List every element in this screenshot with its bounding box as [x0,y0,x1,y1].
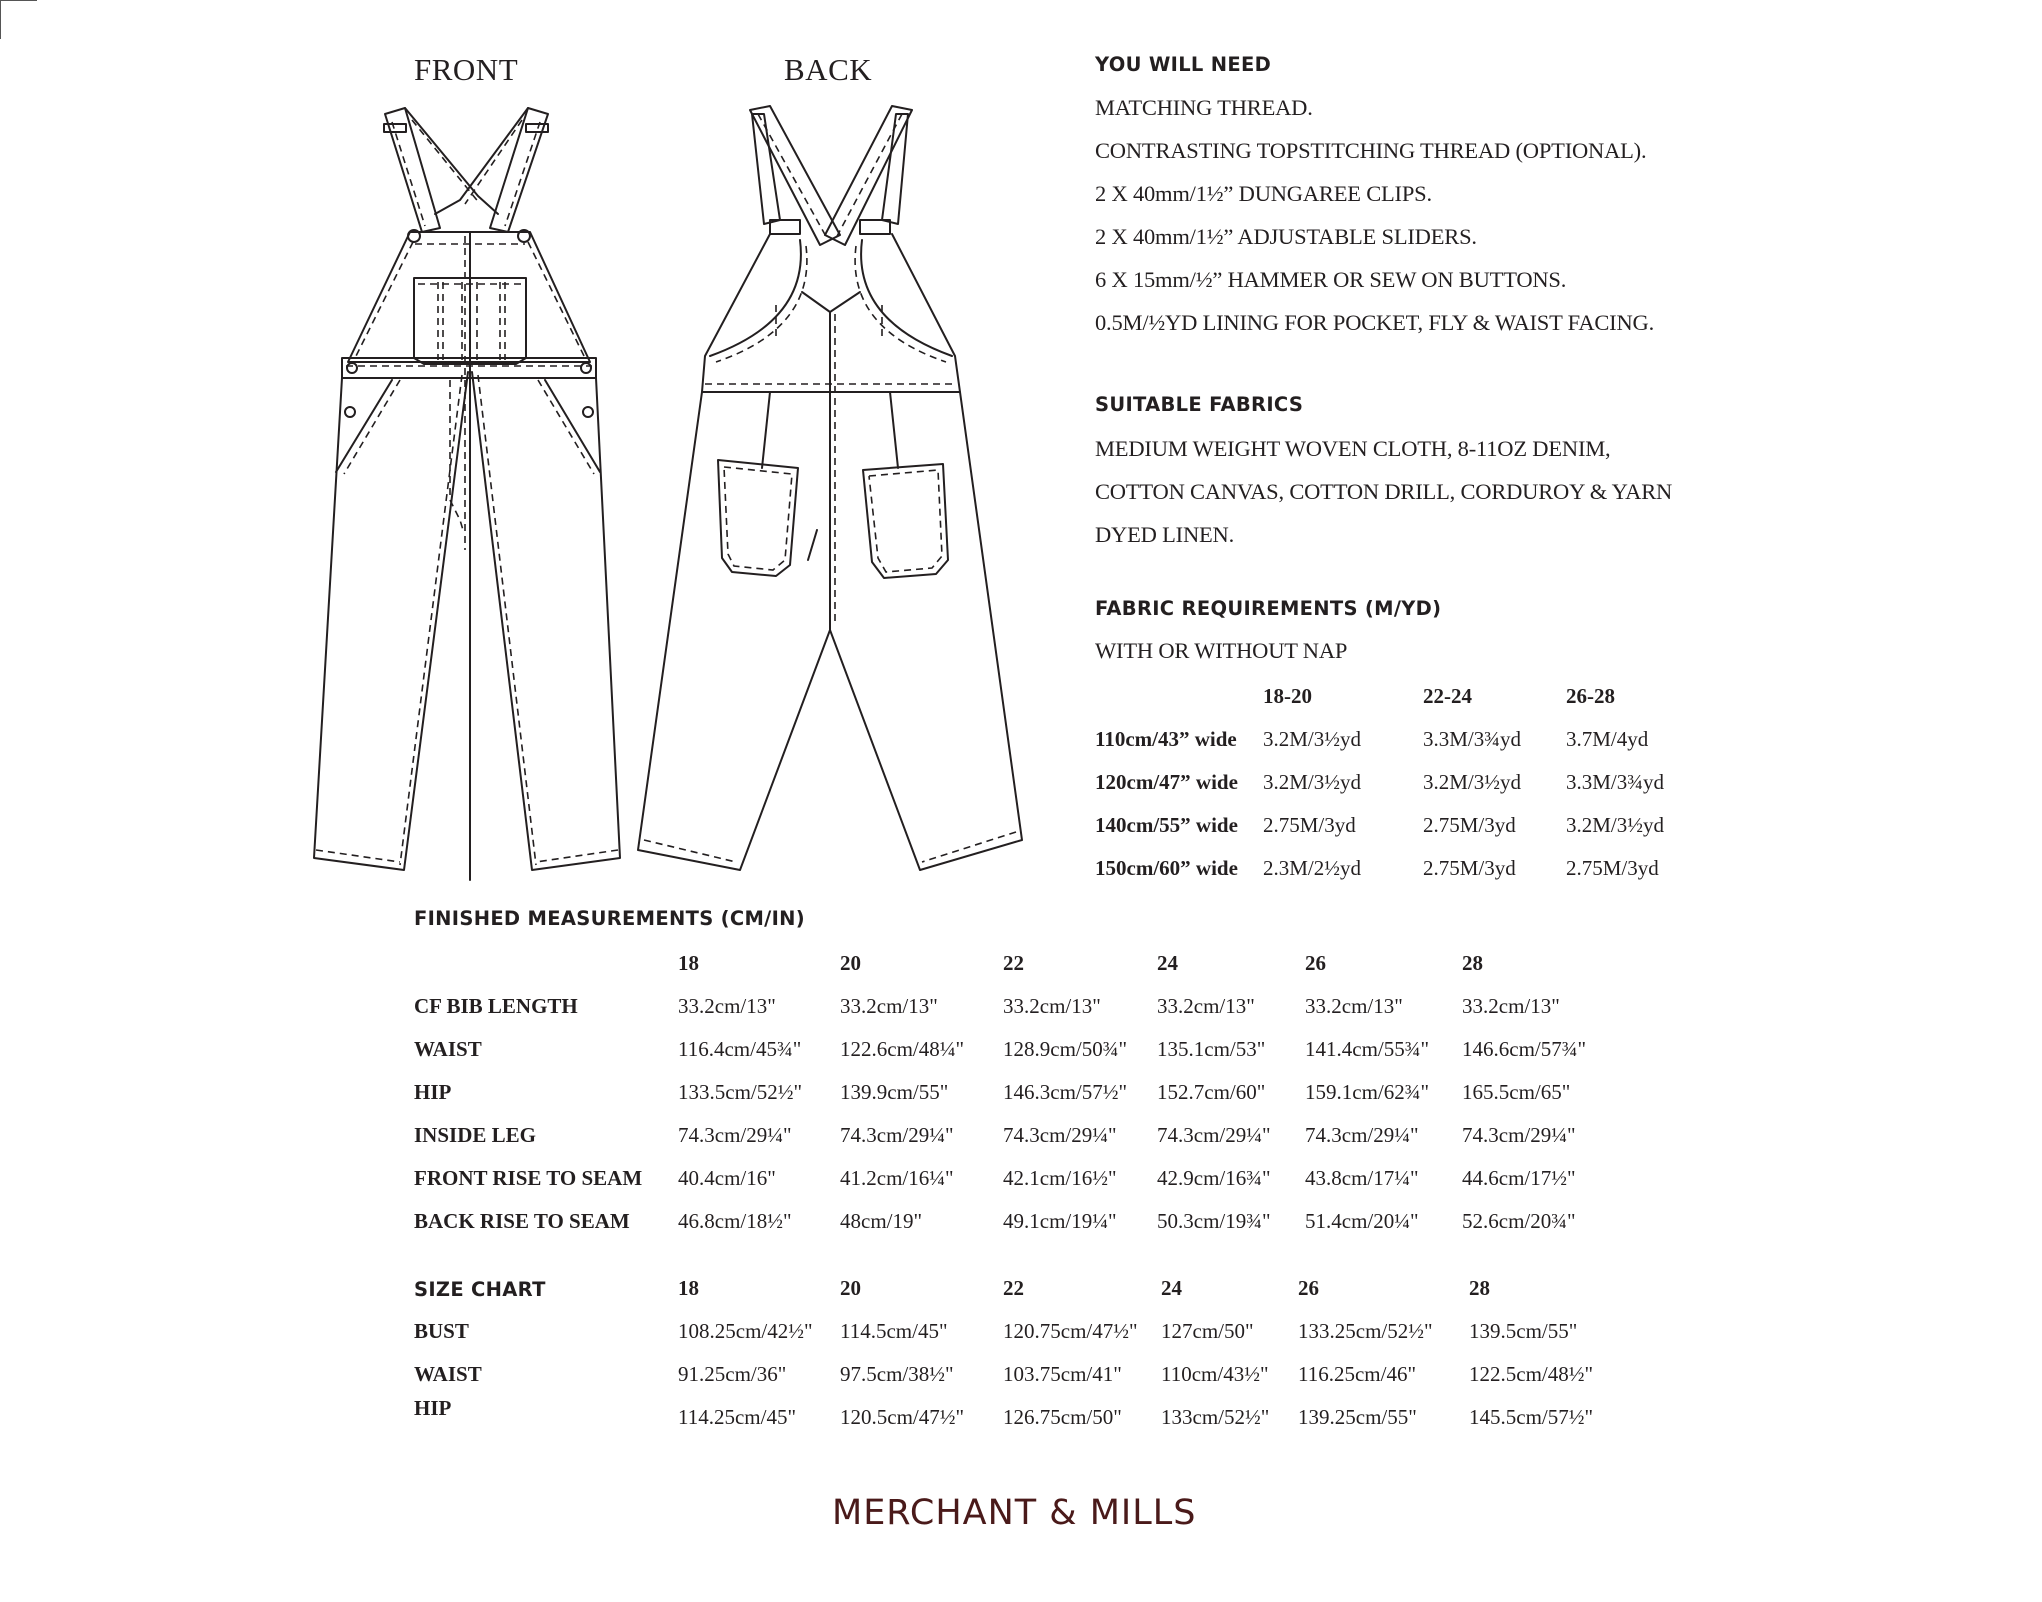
row-label: WAIST [414,1362,482,1386]
supply-item: 0.5M/½YD LINING FOR POCKET, FLY & WAIST FACING. [1095,310,1654,335]
table-cell: 3.2M/3½yd [1263,770,1362,794]
table-cell: 43.8cm/17¼" [1305,1166,1419,1190]
table-cell: 135.1cm/53" [1157,1037,1266,1061]
table-cell: 122.6cm/48¼" [840,1037,965,1061]
row-label: CF BIB LENGTH [414,994,578,1018]
table-cell: 165.5cm/65" [1462,1080,1571,1104]
finished-measurements-heading: FINISHED MEASUREMENTS (CM/IN) [414,907,805,930]
table-cell: 42.1cm/16½" [1003,1166,1117,1190]
table-cell: 74.3cm/29¼" [1305,1123,1419,1147]
table-cell: 110cm/43½" [1161,1362,1269,1386]
table-cell: 133.25cm/52½" [1298,1319,1433,1343]
front-dungaree-illustration [300,100,630,870]
crop-mark [0,0,37,39]
column-header: 28 [1469,1276,1490,1300]
table-cell: 127cm/50" [1161,1319,1254,1343]
table-cell: 2.75M/3yd [1263,813,1356,837]
column-header: 24 [1157,951,1178,975]
front-legs [314,372,620,870]
table-cell: 46.8cm/18½" [678,1209,792,1233]
row-label: 120cm/47” wide [1095,770,1238,794]
row-label: FRONT RISE TO SEAM [414,1166,643,1190]
table-cell: 3.2M/3½yd [1423,770,1522,794]
back-legs [638,312,1022,870]
table-cell: 146.6cm/57¾" [1462,1037,1587,1061]
table-cell: 114.25cm/45" [678,1405,797,1429]
supply-item: CONTRASTING TOPSTITCHING THREAD (OPTIONAL). [1095,138,1647,163]
column-header: 26-28 [1566,684,1615,708]
table-cell: 120.75cm/47½" [1003,1319,1138,1343]
brand-logo: MERCHANT & MILLS [832,1493,1197,1533]
nap-subheading: WITH OR WITHOUT NAP [1095,638,1348,663]
supply-item: 2 X 40mm/1½” DUNGAREE CLIPS. [1095,181,1432,206]
table-cell: 141.4cm/55¾" [1305,1037,1430,1061]
size-chart-heading: SIZE CHART [414,1278,546,1301]
table-cell: 33.2cm/13" [1003,994,1101,1018]
table-cell: 2.3M/2½yd [1263,856,1362,880]
fabric-line: DYED LINEN. [1095,522,1235,547]
table-cell: 44.6cm/17½" [1462,1166,1576,1190]
column-header: 20 [840,1276,861,1300]
table-cell: 103.75cm/41" [1003,1362,1122,1386]
row-label: 110cm/43” wide [1095,727,1237,751]
table-cell: 3.2M/3½yd [1263,727,1362,751]
column-header: 18 [678,1276,699,1300]
row-label: INSIDE LEG [414,1123,536,1147]
row-label: BACK RISE TO SEAM [414,1209,630,1233]
table-cell: 97.5cm/38½" [840,1362,954,1386]
supply-item: 2 X 40mm/1½” ADJUSTABLE SLIDERS. [1095,224,1477,249]
table-cell: 3.3M/3¾yd [1423,727,1522,751]
table-cell: 159.1cm/62¾" [1305,1080,1430,1104]
table-cell: 133cm/52½" [1161,1405,1270,1429]
table-cell: 120.5cm/47½" [840,1405,965,1429]
table-cell: 52.6cm/20¾" [1462,1209,1576,1233]
you-will-need-heading: YOU WILL NEED [1095,53,1272,76]
table-cell: 33.2cm/13" [1305,994,1403,1018]
table-cell: 139.9cm/55" [840,1080,949,1104]
back-view-label: BACK [784,52,873,87]
column-header: 22-24 [1423,684,1472,708]
column-header: 26 [1305,951,1326,975]
table-cell: 152.7cm/60" [1157,1080,1266,1104]
table-cell: 3.7M/4yd [1566,727,1649,751]
fabric-requirements-heading: FABRIC REQUIREMENTS (M/YD) [1095,597,1442,620]
table-cell: 51.4cm/20¼" [1305,1209,1419,1233]
table-cell: 74.3cm/29¼" [678,1123,792,1147]
column-header: 22 [1003,1276,1024,1300]
table-cell: 42.9cm/16¾" [1157,1166,1271,1190]
front-view-label: FRONT [414,52,519,87]
table-cell: 139.5cm/55" [1469,1319,1578,1343]
column-header: 26 [1298,1276,1319,1300]
table-cell: 3.3M/3¾yd [1566,770,1665,794]
row-label: HIP [414,1080,452,1104]
table-cell: 128.9cm/50¾" [1003,1037,1128,1061]
column-header: 20 [840,951,861,975]
row-label: 150cm/60” wide [1095,856,1238,880]
table-cell: 116.4cm/45¾" [678,1037,802,1061]
table-cell: 122.5cm/48½" [1469,1362,1594,1386]
suitable-fabrics-heading: SUITABLE FABRICS [1095,393,1304,416]
fabric-line: COTTON CANVAS, COTTON DRILL, CORDUROY & YARN [1095,479,1673,504]
table-cell: 40.4cm/16" [678,1166,776,1190]
table-cell: 108.25cm/42½" [678,1319,813,1343]
table-cell: 116.25cm/46" [1298,1362,1417,1386]
table-cell: 139.25cm/55" [1298,1405,1417,1429]
table-cell: 145.5cm/57½" [1469,1405,1594,1429]
table-cell: 33.2cm/13" [1462,994,1560,1018]
table-cell: 146.3cm/57½" [1003,1080,1128,1104]
table-cell: 126.75cm/50" [1003,1405,1122,1429]
table-cell: 49.1cm/19¼" [1003,1209,1117,1233]
back-straps [750,106,912,245]
front-bib [348,232,590,880]
column-header: 24 [1161,1276,1182,1300]
column-header: 22 [1003,951,1024,975]
column-header: 18-20 [1263,684,1312,708]
supply-item: 6 X 15mm/½” HAMMER OR SEW ON BUTTONS. [1095,267,1567,292]
row-label: WAIST [414,1037,482,1061]
table-cell: 91.25cm/36" [678,1362,787,1386]
front-straps [384,108,548,242]
table-cell: 41.2cm/16¼" [840,1166,954,1190]
column-header: 28 [1462,951,1483,975]
table-cell: 133.5cm/52½" [678,1080,803,1104]
table-cell: 48cm/19" [840,1209,923,1233]
table-cell: 50.3cm/19¾" [1157,1209,1271,1233]
row-label: HIP [414,1396,452,1420]
table-cell: 74.3cm/29¼" [1157,1123,1271,1147]
table-cell: 2.75M/3yd [1566,856,1659,880]
supply-item: MATCHING THREAD. [1095,95,1313,120]
table-cell: 2.75M/3yd [1423,813,1516,837]
table-cell: 74.3cm/29¼" [840,1123,954,1147]
row-label: BUST [414,1319,469,1343]
table-cell: 74.3cm/29¼" [1462,1123,1576,1147]
table-cell: 114.5cm/45" [840,1319,948,1343]
table-cell: 74.3cm/29¼" [1003,1123,1117,1147]
row-label: 140cm/55” wide [1095,813,1238,837]
column-header: 18 [678,951,699,975]
back-dungaree-illustration [630,100,1030,880]
table-cell: 2.75M/3yd [1423,856,1516,880]
table-cell: 33.2cm/13" [678,994,776,1018]
table-cell: 3.2M/3½yd [1566,813,1665,837]
table-cell: 33.2cm/13" [840,994,938,1018]
table-cell: 33.2cm/13" [1157,994,1255,1018]
fabric-line: MEDIUM WEIGHT WOVEN CLOTH, 8-11OZ DENIM, [1095,436,1611,461]
